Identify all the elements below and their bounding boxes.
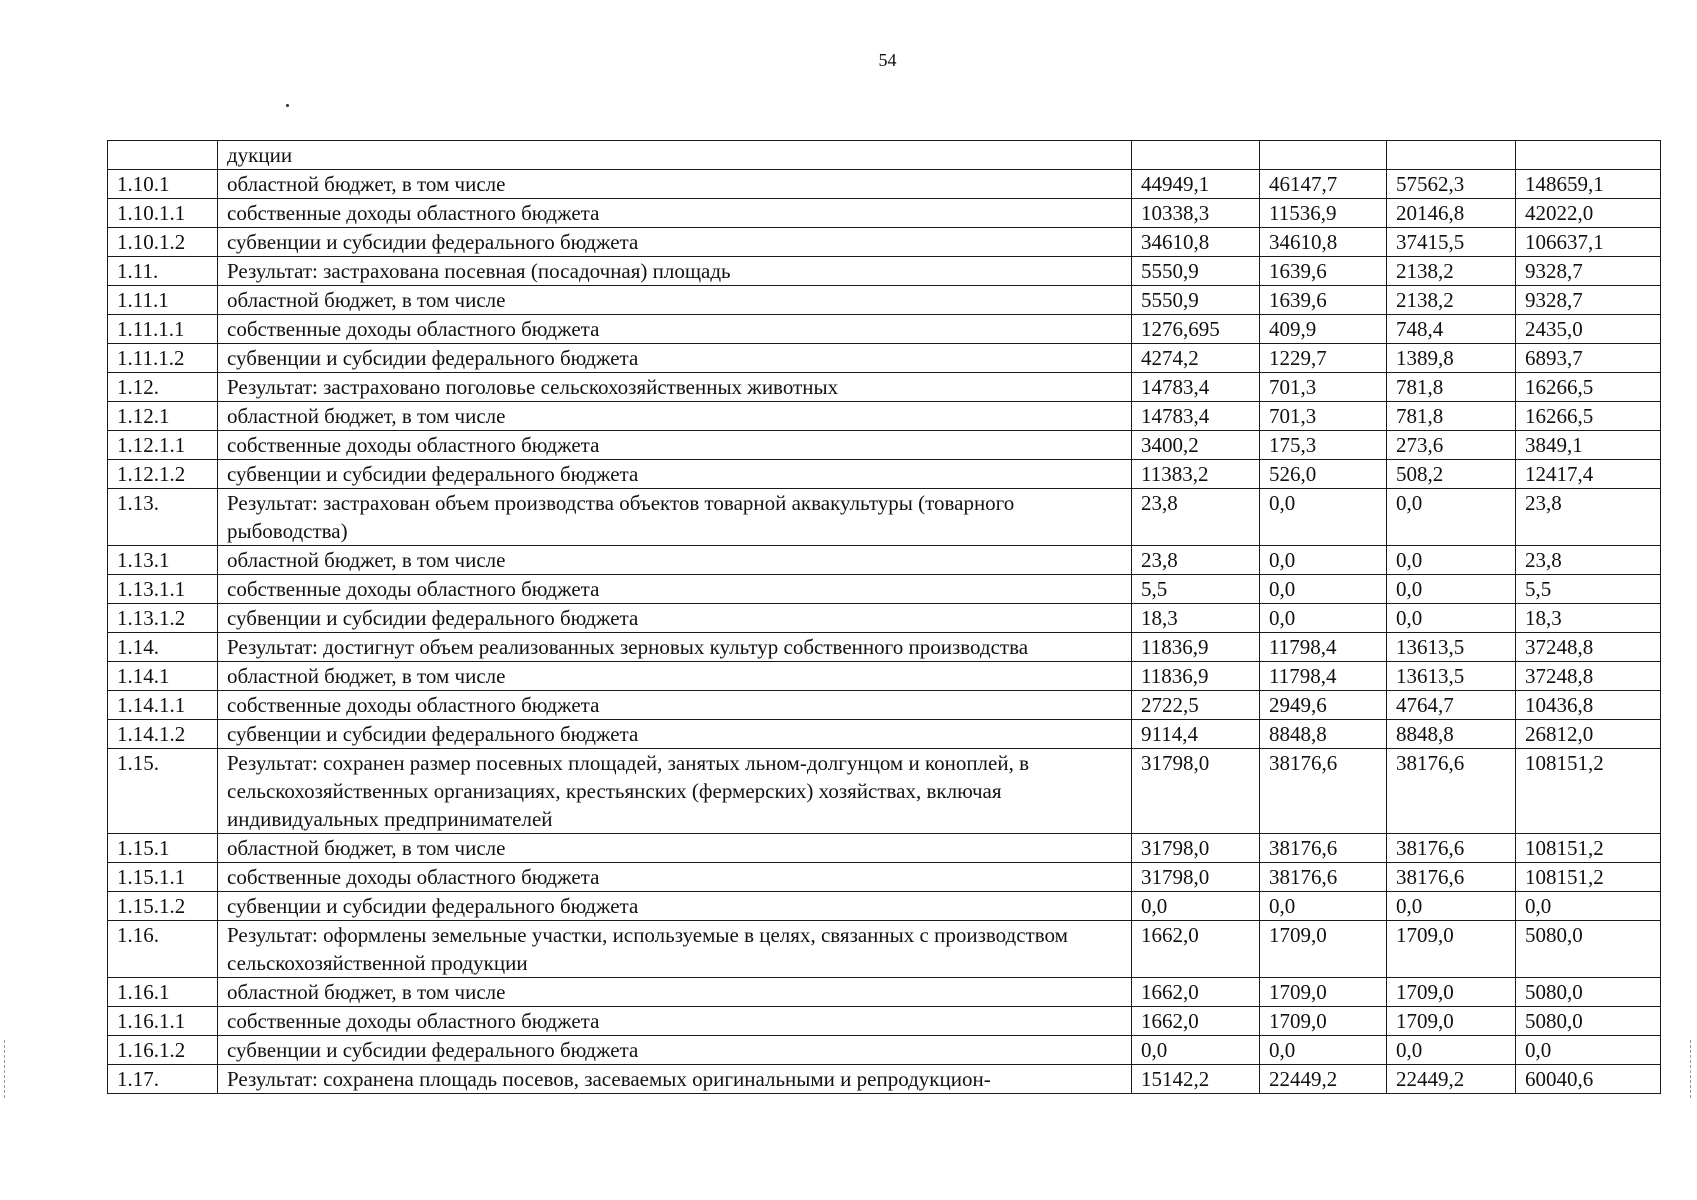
value-cell-4: 26812,0 — [1516, 720, 1661, 749]
row-code-cell: 1.11.1.2 — [108, 344, 218, 373]
value-cell-3: 273,6 — [1387, 431, 1516, 460]
value-cell-3: 38176,6 — [1387, 749, 1516, 834]
value-cell-2: 701,3 — [1260, 402, 1387, 431]
value-cell-4: 5080,0 — [1516, 978, 1661, 1007]
row-description-cell: субвенции и субсидии федерального бюджета — [218, 604, 1132, 633]
value-cell-2: 11536,9 — [1260, 199, 1387, 228]
value-cell-4: 106637,1 — [1516, 228, 1661, 257]
value-cell-3: 8848,8 — [1387, 720, 1516, 749]
row-description-cell: субвенции и субсидии федерального бюджета — [218, 344, 1132, 373]
row-code-cell: 1.13.1.1 — [108, 575, 218, 604]
value-cell-4: 23,8 — [1516, 546, 1661, 575]
table-row — [108, 691, 1661, 720]
value-cell-2: 0,0 — [1260, 489, 1387, 546]
value-cell-1: 44949,1 — [1132, 170, 1260, 199]
value-cell-2: 409,9 — [1260, 315, 1387, 344]
value-cell-2: 11798,4 — [1260, 662, 1387, 691]
value-cell-4: 5,5 — [1516, 575, 1661, 604]
value-cell-3: 57562,3 — [1387, 170, 1516, 199]
value-cell-2: 46147,7 — [1260, 170, 1387, 199]
row-code-cell: 1.14.1.1 — [108, 691, 218, 720]
row-code-cell: 1.12.1 — [108, 402, 218, 431]
table-row — [108, 1065, 1661, 1094]
row-description-cell: Результат: застрахован объем производства объектов товарной аквакультуры (товарного рыбоводства) — [218, 489, 1132, 546]
value-cell-1: 31798,0 — [1132, 749, 1260, 834]
value-cell-2: 1709,0 — [1260, 978, 1387, 1007]
value-cell-1: 1662,0 — [1132, 978, 1260, 1007]
value-cell-3: 0,0 — [1387, 604, 1516, 633]
value-cell-2: 38176,6 — [1260, 834, 1387, 863]
table-row — [108, 431, 1661, 460]
table-row — [108, 199, 1661, 228]
value-cell-2: 0,0 — [1260, 546, 1387, 575]
table-row — [108, 460, 1661, 489]
row-description-cell: Результат: оформлены земельные участки, используемые в целях, связанных с производством сельскохозяйственной продукции — [218, 921, 1132, 978]
row-code-cell: 1.16. — [108, 921, 218, 978]
value-cell-3: 2138,2 — [1387, 286, 1516, 315]
value-cell-2: 1639,6 — [1260, 286, 1387, 315]
row-description-cell: собственные доходы областного бюджета — [218, 1007, 1132, 1036]
value-cell-4 — [1516, 141, 1661, 170]
value-cell-4: 10436,8 — [1516, 691, 1661, 720]
row-code-cell: 1.13.1.2 — [108, 604, 218, 633]
row-description-cell: Результат: сохранена площадь посевов, засеваемых оригинальными и репродукцион- — [218, 1065, 1132, 1094]
value-cell-1: 11383,2 — [1132, 460, 1260, 489]
value-cell-4: 5080,0 — [1516, 921, 1661, 978]
value-cell-1: 2722,5 — [1132, 691, 1260, 720]
row-description-cell: собственные доходы областного бюджета — [218, 199, 1132, 228]
row-code-cell: 1.15.1.2 — [108, 892, 218, 921]
row-code-cell — [108, 141, 218, 170]
table-row — [108, 489, 1661, 546]
row-description-cell: областной бюджет, в том числе — [218, 286, 1132, 315]
row-description-cell: субвенции и субсидии федерального бюджета — [218, 892, 1132, 921]
value-cell-3: 37415,5 — [1387, 228, 1516, 257]
row-code-cell: 1.15.1.1 — [108, 863, 218, 892]
row-description-cell: субвенции и субсидии федерального бюджета — [218, 460, 1132, 489]
row-description-cell: областной бюджет, в том числе — [218, 978, 1132, 1007]
value-cell-1: 15142,2 — [1132, 1065, 1260, 1094]
value-cell-4: 6893,7 — [1516, 344, 1661, 373]
value-cell-2: 38176,6 — [1260, 863, 1387, 892]
value-cell-2: 22449,2 — [1260, 1065, 1387, 1094]
value-cell-2: 1709,0 — [1260, 921, 1387, 978]
value-cell-1: 14783,4 — [1132, 373, 1260, 402]
row-code-cell: 1.14. — [108, 633, 218, 662]
value-cell-4: 0,0 — [1516, 1036, 1661, 1065]
table-row — [108, 141, 1661, 170]
value-cell-2: 1229,7 — [1260, 344, 1387, 373]
value-cell-1: 14783,4 — [1132, 402, 1260, 431]
table-row — [108, 863, 1661, 892]
value-cell-4: 16266,5 — [1516, 402, 1661, 431]
row-code-cell: 1.10.1 — [108, 170, 218, 199]
row-code-cell: 1.16.1.2 — [108, 1036, 218, 1065]
row-description-cell: Результат: сохранен размер посевных площадей, занятых льном-долгунцом и коноплей, в сельскохозяйственных организациях, крестьянских (фермерских) хозяйствах, включая индивидуальных предпринимателей — [218, 749, 1132, 834]
value-cell-3: 0,0 — [1387, 892, 1516, 921]
row-description-cell: субвенции и субсидии федерального бюджета — [218, 720, 1132, 749]
value-cell-1 — [1132, 141, 1260, 170]
value-cell-1: 23,8 — [1132, 546, 1260, 575]
value-cell-4: 18,3 — [1516, 604, 1661, 633]
row-description-cell: собственные доходы областного бюджета — [218, 863, 1132, 892]
row-code-cell: 1.11.1 — [108, 286, 218, 315]
table-row — [108, 286, 1661, 315]
row-description-cell: собственные доходы областного бюджета — [218, 691, 1132, 720]
value-cell-1: 5550,9 — [1132, 286, 1260, 315]
value-cell-3: 508,2 — [1387, 460, 1516, 489]
value-cell-3: 0,0 — [1387, 489, 1516, 546]
table-row — [108, 1036, 1661, 1065]
value-cell-2: 11798,4 — [1260, 633, 1387, 662]
row-description-cell: Результат: достигнут объем реализованных зерновых культур собственного производства — [218, 633, 1132, 662]
value-cell-4: 108151,2 — [1516, 863, 1661, 892]
table-row — [108, 575, 1661, 604]
value-cell-4: 108151,2 — [1516, 749, 1661, 834]
value-cell-2: 0,0 — [1260, 892, 1387, 921]
row-code-cell: 1.12. — [108, 373, 218, 402]
budget-table-body — [108, 141, 1661, 1094]
row-code-cell: 1.13. — [108, 489, 218, 546]
row-code-cell: 1.14.1 — [108, 662, 218, 691]
value-cell-3: 1389,8 — [1387, 344, 1516, 373]
value-cell-2: 0,0 — [1260, 604, 1387, 633]
value-cell-1: 23,8 — [1132, 489, 1260, 546]
value-cell-3: 22449,2 — [1387, 1065, 1516, 1094]
value-cell-3: 38176,6 — [1387, 834, 1516, 863]
value-cell-3: 38176,6 — [1387, 863, 1516, 892]
row-code-cell: 1.12.1.1 — [108, 431, 218, 460]
scan-artifact-dot — [286, 104, 289, 107]
value-cell-4: 12417,4 — [1516, 460, 1661, 489]
table-row — [108, 749, 1661, 834]
row-description-cell: Результат: застрахована посевная (посадочная) площадь — [218, 257, 1132, 286]
value-cell-3: 0,0 — [1387, 546, 1516, 575]
value-cell-1: 11836,9 — [1132, 633, 1260, 662]
row-description-cell: Результат: застраховано поголовье сельскохозяйственных животных — [218, 373, 1132, 402]
row-description-cell: областной бюджет, в том числе — [218, 170, 1132, 199]
value-cell-1: 1662,0 — [1132, 1007, 1260, 1036]
row-description-cell: субвенции и субсидии федерального бюджета — [218, 1036, 1132, 1065]
value-cell-4: 3849,1 — [1516, 431, 1661, 460]
value-cell-1: 1276,695 — [1132, 315, 1260, 344]
value-cell-1: 18,3 — [1132, 604, 1260, 633]
row-description-cell: собственные доходы областного бюджета — [218, 575, 1132, 604]
value-cell-1: 34610,8 — [1132, 228, 1260, 257]
row-code-cell: 1.16.1.1 — [108, 1007, 218, 1036]
value-cell-4: 60040,6 — [1516, 1065, 1661, 1094]
row-code-cell: 1.17. — [108, 1065, 218, 1094]
value-cell-3: 0,0 — [1387, 575, 1516, 604]
table-row — [108, 402, 1661, 431]
row-code-cell: 1.15.1 — [108, 834, 218, 863]
value-cell-4: 148659,1 — [1516, 170, 1661, 199]
table-row — [108, 257, 1661, 286]
value-cell-2: 38176,6 — [1260, 749, 1387, 834]
row-description-cell: областной бюджет, в том числе — [218, 834, 1132, 863]
value-cell-1: 3400,2 — [1132, 431, 1260, 460]
value-cell-2: 0,0 — [1260, 575, 1387, 604]
table-row — [108, 720, 1661, 749]
row-code-cell: 1.11. — [108, 257, 218, 286]
row-code-cell: 1.12.1.2 — [108, 460, 218, 489]
row-code-cell: 1.15. — [108, 749, 218, 834]
table-row — [108, 604, 1661, 633]
value-cell-3: 4764,7 — [1387, 691, 1516, 720]
value-cell-1: 4274,2 — [1132, 344, 1260, 373]
value-cell-2: 526,0 — [1260, 460, 1387, 489]
table-row — [108, 921, 1661, 978]
row-description-cell: областной бюджет, в том числе — [218, 546, 1132, 575]
table-row — [108, 344, 1661, 373]
value-cell-3: 13613,5 — [1387, 633, 1516, 662]
row-code-cell: 1.16.1 — [108, 978, 218, 1007]
table-row — [108, 170, 1661, 199]
value-cell-3: 13613,5 — [1387, 662, 1516, 691]
table-row — [108, 662, 1661, 691]
value-cell-4: 37248,8 — [1516, 662, 1661, 691]
budget-table — [107, 140, 1661, 1094]
value-cell-3 — [1387, 141, 1516, 170]
value-cell-1: 31798,0 — [1132, 863, 1260, 892]
value-cell-4: 2435,0 — [1516, 315, 1661, 344]
value-cell-1: 10338,3 — [1132, 199, 1260, 228]
value-cell-4: 9328,7 — [1516, 286, 1661, 315]
row-code-cell: 1.10.1.1 — [108, 199, 218, 228]
value-cell-2 — [1260, 141, 1387, 170]
value-cell-2: 1709,0 — [1260, 1007, 1387, 1036]
value-cell-4: 108151,2 — [1516, 834, 1661, 863]
table-row — [108, 228, 1661, 257]
row-code-cell: 1.13.1 — [108, 546, 218, 575]
row-description-cell: субвенции и субсидии федерального бюджета — [218, 228, 1132, 257]
value-cell-3: 1709,0 — [1387, 921, 1516, 978]
value-cell-2: 1639,6 — [1260, 257, 1387, 286]
value-cell-1: 1662,0 — [1132, 921, 1260, 978]
value-cell-1: 9114,4 — [1132, 720, 1260, 749]
value-cell-4: 23,8 — [1516, 489, 1661, 546]
row-description-cell: дукции — [218, 141, 1132, 170]
table-row — [108, 315, 1661, 344]
scan-edge-mark-left — [4, 1040, 6, 1098]
table-row — [108, 1007, 1661, 1036]
value-cell-1: 5550,9 — [1132, 257, 1260, 286]
scan-edge-mark-right — [1690, 1040, 1692, 1098]
table-row — [108, 978, 1661, 1007]
table-row — [108, 373, 1661, 402]
table-row — [108, 834, 1661, 863]
table-row — [108, 546, 1661, 575]
page-number: 54 — [878, 50, 897, 70]
value-cell-3: 20146,8 — [1387, 199, 1516, 228]
value-cell-1: 31798,0 — [1132, 834, 1260, 863]
table-row — [108, 892, 1661, 921]
table-row — [108, 633, 1661, 662]
value-cell-4: 37248,8 — [1516, 633, 1661, 662]
row-description-cell: областной бюджет, в том числе — [218, 662, 1132, 691]
value-cell-2: 0,0 — [1260, 1036, 1387, 1065]
value-cell-3: 1709,0 — [1387, 978, 1516, 1007]
row-code-cell: 1.14.1.2 — [108, 720, 218, 749]
row-description-cell: областной бюджет, в том числе — [218, 402, 1132, 431]
value-cell-2: 175,3 — [1260, 431, 1387, 460]
value-cell-4: 5080,0 — [1516, 1007, 1661, 1036]
value-cell-3: 781,8 — [1387, 402, 1516, 431]
value-cell-2: 8848,8 — [1260, 720, 1387, 749]
row-code-cell: 1.11.1.1 — [108, 315, 218, 344]
row-description-cell: собственные доходы областного бюджета — [218, 431, 1132, 460]
value-cell-2: 701,3 — [1260, 373, 1387, 402]
value-cell-1: 11836,9 — [1132, 662, 1260, 691]
row-description-cell: собственные доходы областного бюджета — [218, 315, 1132, 344]
value-cell-4: 0,0 — [1516, 892, 1661, 921]
row-code-cell: 1.10.1.2 — [108, 228, 218, 257]
value-cell-2: 34610,8 — [1260, 228, 1387, 257]
value-cell-4: 9328,7 — [1516, 257, 1661, 286]
value-cell-2: 2949,6 — [1260, 691, 1387, 720]
value-cell-3: 2138,2 — [1387, 257, 1516, 286]
value-cell-1: 0,0 — [1132, 892, 1260, 921]
value-cell-1: 0,0 — [1132, 1036, 1260, 1065]
value-cell-4: 42022,0 — [1516, 199, 1661, 228]
value-cell-3: 781,8 — [1387, 373, 1516, 402]
value-cell-4: 16266,5 — [1516, 373, 1661, 402]
value-cell-3: 0,0 — [1387, 1036, 1516, 1065]
value-cell-1: 5,5 — [1132, 575, 1260, 604]
value-cell-3: 748,4 — [1387, 315, 1516, 344]
value-cell-3: 1709,0 — [1387, 1007, 1516, 1036]
